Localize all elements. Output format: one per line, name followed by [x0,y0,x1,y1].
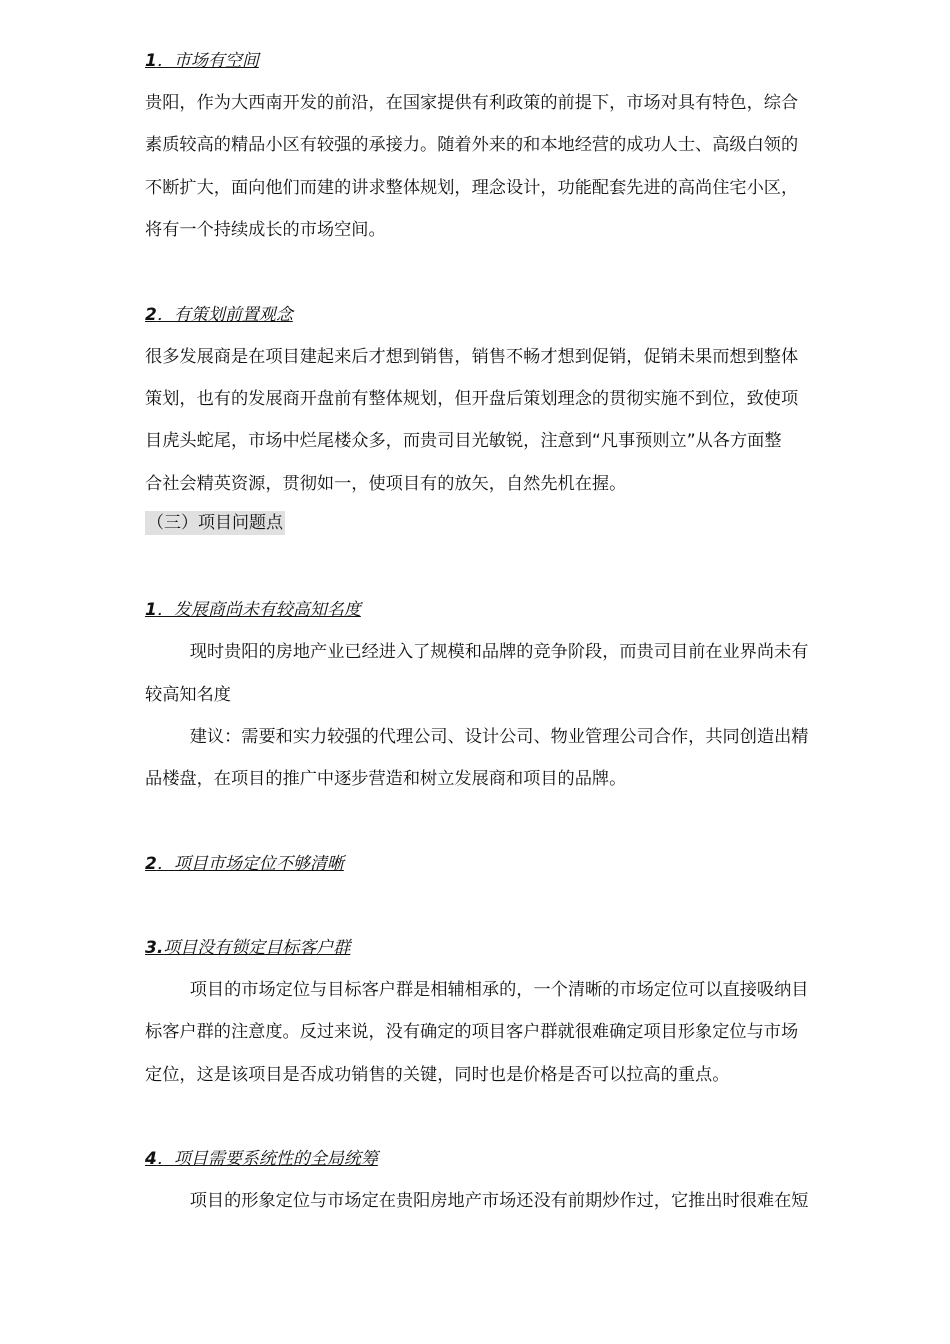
paragraph-market-space [145,82,877,252]
text-line: 贵阳，作为大西南开发的前沿，在国家提供有利政策的前提下，市场对具有特色，综合 [145,93,799,113]
heading-market-positioning [145,843,877,885]
paragraph-overall-planning [145,1180,877,1222]
text-line: 项目的市场定位与目标客户群是相辅相承的，一个清晰的市场定位可以直接吸纳目 [189,979,809,1000]
blank-line [145,801,877,843]
heading-number: 1 [145,51,157,71]
blank-line [145,252,877,294]
heading-title: ．项目市场定位不够清晰 [156,853,344,874]
text-line: 目虎头蛇尾，市场中烂尾楼众多，而贵司目光敏锐，注意到“凡事预则立”从各方面整 [145,431,782,452]
heading-overall-planning [145,1138,877,1180]
blank-line [145,1096,877,1138]
blank-line [145,547,877,589]
paragraph-planning-concept [145,336,877,506]
heading-market-space [145,40,877,82]
heading-number: 2 [145,304,157,325]
paragraph-advice [145,716,877,801]
text-line: 项目的形象定位与市场定在贵阳房地产市场还没有前期炒作过，它推出时很难在短 [189,1191,809,1212]
text-line: 现时贵阳的房地产业已经进入了规模和品牌的竞争阶段，而贵司目前在业界尚未有 [189,642,809,663]
paragraph-target-customers [145,969,877,1096]
heading-target-customers [145,927,877,969]
text-line: 较高知名度 [145,684,231,705]
heading-number: 2 [145,853,157,874]
text-line: 策划，也有的发展商开盘前有整体规划，但开盘后策划理念的贯彻实施不到位，致使项 [145,389,799,410]
text-line: 很多发展商是在项目建起来后才想到销售，销售不畅才想到促销，促销未果而想到整体 [145,346,799,367]
text-line: 建议：需要和实力较强的代理公司、设计公司、物业管理公司合作，共同创造出精 [189,727,809,748]
heading-title: ．发展商尚未有较高知名度 [156,600,361,621]
heading-title: 项目没有锁定目标客户群 [163,937,351,958]
heading-number: 3. [145,937,164,958]
text-line: 品楼盘，在项目的推广中逐步营造和树立发展商和项目的品牌。 [145,769,627,790]
heading-planning-concept [145,294,877,336]
text-line: 合社会精英资源，贯彻如一，使项目有的放矢，自然先机在握。 [145,473,627,494]
heading-title: ．有策划前置观念 [156,304,293,325]
blank-line [145,885,877,927]
heading-title: ．项目需要系统性的全局统筹 [156,1149,378,1170]
document-page [145,40,877,1223]
section-label-problems: （三）项目问题点 [147,513,283,534]
text-line: 不断扩大，面向他们而建的讲求整体规划，理念设计，功能配套先进的高尚住宅小区， [145,177,799,198]
heading-title: ．市场有空间 [156,51,259,71]
text-line: 标客户群的注意度。反过来说，没有确定的项目客户群就很难确定项目形象定位与市场 [145,1022,799,1043]
heading-developer-awareness [145,589,877,631]
heading-number: 1 [145,600,157,621]
text-line: 素质较高的精品小区有较强的承接力。随着外来的和本地经营的成功人士、高级白领的 [145,135,799,156]
paragraph-developer-awareness [145,631,877,716]
text-line: 定位，这是该项目是否成功销售的关键，同时也是价格是否可以拉高的重点。 [145,1064,730,1085]
text-line: 将有一个持续成长的市场空间。 [145,220,386,241]
heading-number: 4 [145,1149,157,1170]
